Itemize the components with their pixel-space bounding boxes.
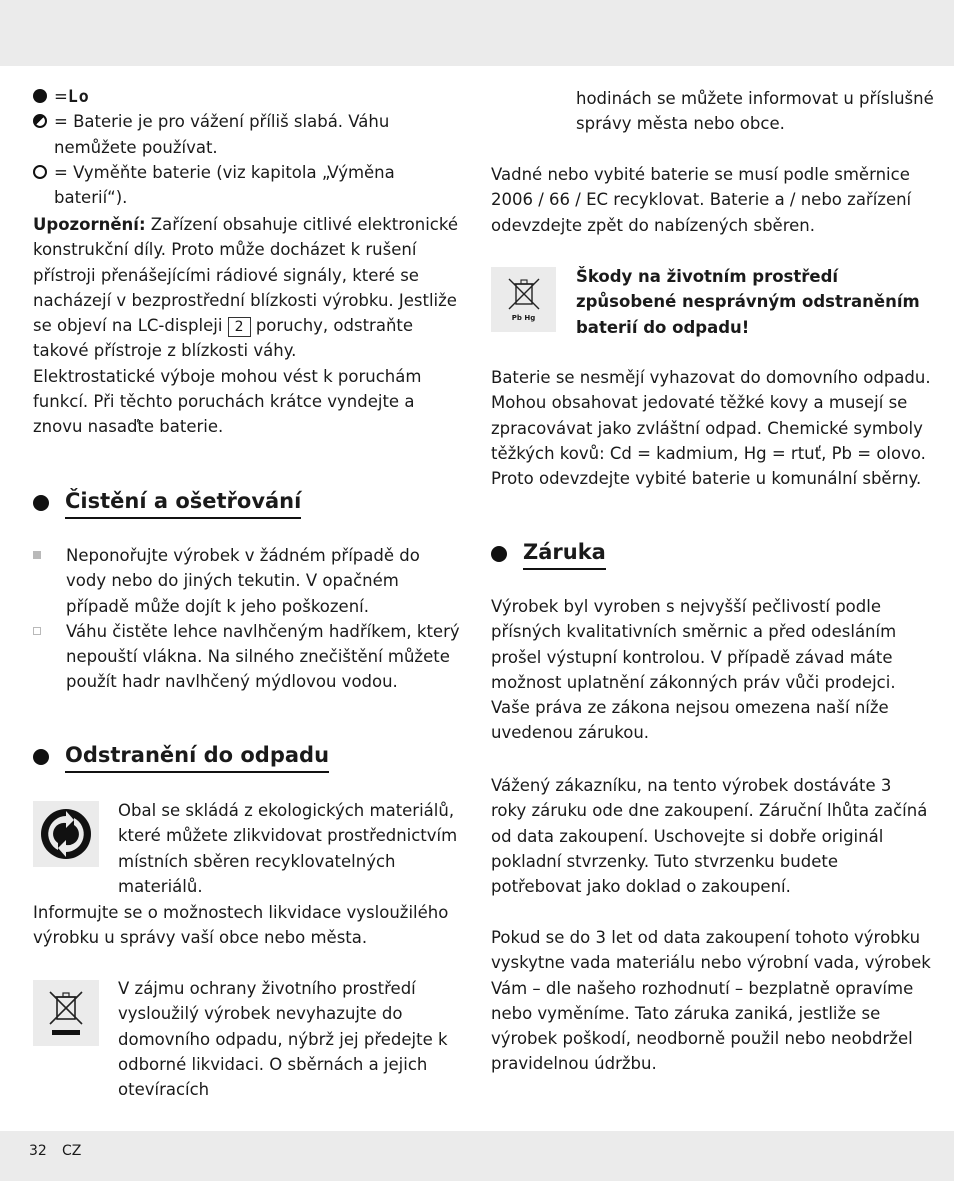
battery-indicators: [33, 84, 465, 210]
list-item: [33, 619, 463, 695]
language-code: CZ: [62, 1143, 82, 1159]
battery-line3: = Vyměňte baterie (viz kapitola „Výměna baterií“).: [54, 162, 395, 208]
notice-section: [33, 212, 465, 440]
cleaning-heading-text: Čistění a ošetřování: [65, 487, 301, 519]
square-bullet-icon: [33, 551, 41, 559]
notice-paragraph-2: Elektrostatické výboje mohou vést k poruchám funkcí. Při těchto poruchách krátce vyndejte a znovu nasaďte baterie.: [33, 366, 422, 437]
warranty-paragraph-2: Vážený zákazníku, na tento výrobek dostáváte 3 roky záruku ode dne zakoupení. Záruční lhůta začíná od data zakoupení. Uschovejte si dobře originál pokladní stvrzenky. Tuto stvrzenku budete potřebovat jako doklad o zakoupení.: [491, 776, 928, 897]
battery-warning: Škody na životním prostředí způsobené nesprávným odstraněním baterií do odpadu!: [576, 267, 920, 337]
battery-recycle-text: Vadné nebo vybité baterie se musí podle směrnice 2006 / 66 / EC recyklovat. Baterie a / nebo zařízení odevzdejte zpět do nabízených sběren.: [491, 165, 912, 235]
battery-full-icon: [33, 89, 47, 103]
warranty-paragraph-1: Výrobek byl vyroben s nejvyšší pečlivostí podle přísných kvalitativních směrnic a před odesláním prošel výstupní kontrolou. V případě závad máte možnost uplatnění zákonných práv vůči prodejci. Vaše práva ze zákona nejsou omezena naší níže uvedenou zárukou.: [491, 597, 897, 743]
battery-row-weak: [33, 109, 465, 160]
battery-line1: =: [54, 87, 68, 106]
disposal-heading-text: Odstranění do odpadu: [65, 741, 329, 773]
weee-text: V zájmu ochrany životního prostředí vysloužilý výrobek nevyhazujte do domovního odpadu, nýbrž jej předejte k odborné likvidaci. O sběrnách a jejich otevíracích: [118, 979, 448, 1100]
cleaning-list: [33, 543, 463, 695]
battery-bin-icon: [491, 267, 556, 332]
battery-row-empty: [33, 160, 465, 211]
top-band: [0, 0, 954, 66]
packaging-text: Obal se skládá z ekologických materiálů, které můžete zlikvidovat prostřednictvím místních sběren recyklovatelných materiálů.: [118, 801, 458, 896]
battery-half-icon: [33, 114, 47, 128]
cleaning-heading: [33, 487, 301, 519]
disposal-heading: [33, 741, 329, 773]
battery-empty-icon: [33, 165, 47, 179]
warranty-heading: [491, 538, 606, 570]
pb-hg-label: Pb Hg: [511, 314, 536, 322]
warranty-heading-text: Záruka: [523, 538, 606, 570]
green-dot-icon: [33, 801, 99, 867]
notice-text-1: Zařízení obsahuje citlivé elektronické konstrukční díly. Proto může docházet k rušení přístroji přenášejícími rádiové signály, které se nacházejí v bezprostřední blízkosti výrobku. Jestliže se objeví na LC-displeji: [33, 215, 458, 336]
battery-row-lo: [33, 84, 465, 109]
notice-paragraph: [33, 212, 465, 364]
list-item: [33, 543, 463, 619]
heading-bullet-icon: [33, 749, 49, 765]
heading-bullet-icon: [491, 546, 507, 562]
weee-text-continued: hodinách se můžete informovat u příslušné správy města nebo obce.: [576, 89, 934, 134]
page-number: 32: [29, 1143, 47, 1159]
list-item-text: Váhu čistěte lehce navlhčeným hadříkem, který nepouští vlákna. Na silného znečištění můžete použít hadr navlhčený mýdlovou vodou.: [66, 621, 460, 692]
warranty-paragraph-3: Pokud se do 3 let od data zakoupení tohoto výrobku vyskytne vada materiálu nebo výrobní vada, výrobek Vám – dle našeho rozhodnutí – bezplatně opravíme nebo vyměníme. Tato záruka zaniká, jestliže se výrobek poškodí, neodborně použil nebo neobdržel pravidelnou údržbu.: [491, 928, 931, 1074]
battery-disposal-text: Baterie se nesmějí vyhazovat do domovního odpadu. Mohou obsahovat jedovaté těžké kovy a musejí se zpracovávat jako zvláštní odpad. Chemické symboly těžkých kovů: Cd = kadmium, Hg = rtuť, Pb = olovo. Proto odevzdejte vybité baterie u komunální sběrny.: [491, 368, 931, 489]
square-bullet-icon: [33, 627, 41, 635]
battery-line2: = Baterie je pro vážení příliš slabá. Váhu nemůžete používat.: [54, 112, 390, 157]
heading-bullet-icon: [33, 495, 49, 511]
lo-display-symbol: Lo: [67, 87, 90, 106]
list-item-text: Neponořujte výrobek v žádném případě do vody nebo do jiných tekutin. V opačném případě může dojít k jeho poškození.: [66, 546, 420, 616]
notice-label: Upozornění:: [33, 215, 146, 234]
crossed-bin-icon: [33, 980, 99, 1046]
inform-text: Informujte se o možnostech likvidace vysloužilého výrobku u správy vaší obce nebo města.: [33, 903, 449, 948]
display-code: 2: [228, 317, 251, 337]
bottom-band: [0, 1131, 954, 1181]
notice-text-2: poruchy, odstraňte takové přístroje z blízkosti váhy.: [33, 316, 414, 361]
